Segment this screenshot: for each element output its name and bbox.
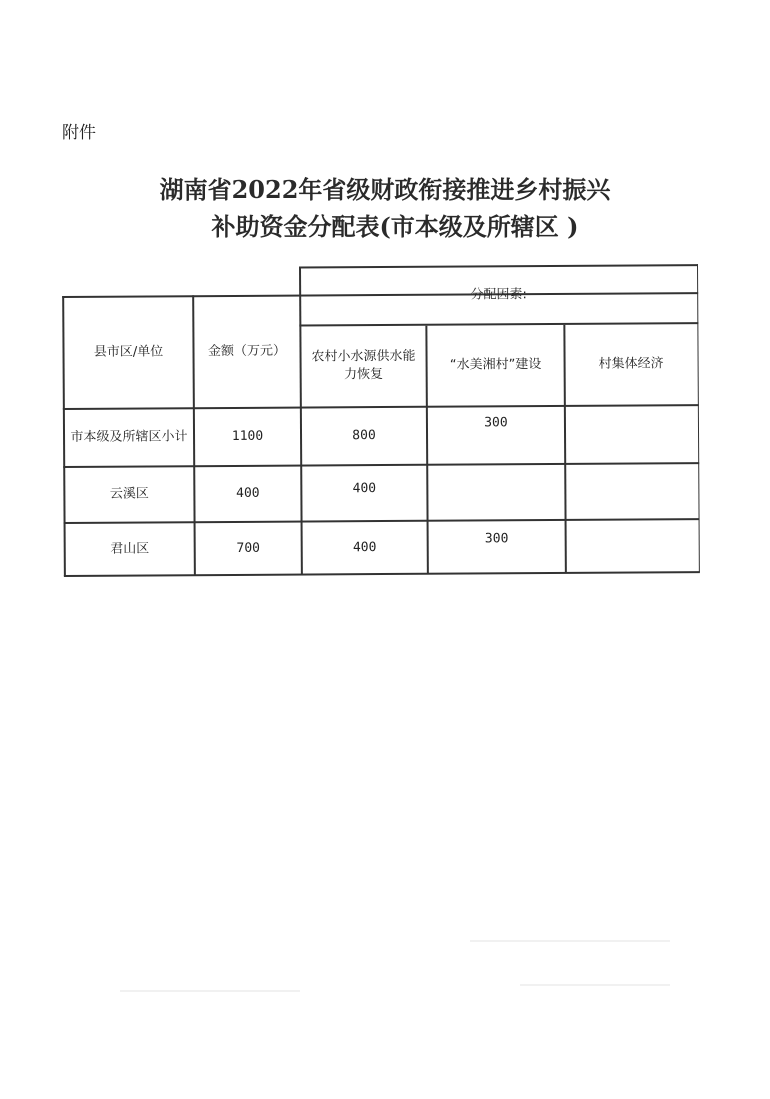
document-title-line-1: 湖南省2022年省级财政衔接推进乡村振兴 — [159, 175, 611, 204]
row-1-water: 800 — [352, 428, 376, 444]
row-3-collective — [567, 520, 698, 572]
row-2-collective — [566, 464, 697, 519]
header-factor-collective: 村集体经济 — [598, 356, 664, 372]
row-1-collective — [566, 406, 697, 463]
document-title-line-2: 补助资金分配表(市本级及所辖区 ) — [211, 212, 579, 241]
row-1-amount: 1100 — [231, 428, 264, 444]
header-factor-water: 农村小水源供水能力恢复 — [311, 348, 416, 383]
row-2-region: 云溪区 — [109, 486, 149, 502]
row-1-region: 市本级及所辖区小计 — [70, 429, 188, 445]
row-3-amount: 700 — [236, 540, 260, 556]
row-2-xiang — [428, 465, 564, 520]
row-3-water: 400 — [352, 539, 377, 555]
row-1-xiang: 300 — [484, 415, 508, 431]
header-factors: 分配因素: — [470, 287, 527, 303]
row-3-region: 君山区 — [110, 540, 150, 557]
scan-artifact — [470, 940, 670, 942]
allocation-table — [62, 264, 700, 576]
header-amount: 金额（万元） — [207, 343, 287, 360]
row-2-amount: 400 — [236, 485, 260, 501]
scan-artifact — [520, 984, 670, 986]
scan-artifact — [120, 990, 300, 992]
row-2-water: 400 — [352, 481, 377, 497]
attachment-label: 附件 — [62, 123, 96, 143]
header-factor-xiang: “水美湘村”建设 — [449, 357, 542, 373]
header-region: 县市区/单位 — [93, 344, 164, 360]
row-3-xiang: 300 — [484, 530, 509, 546]
